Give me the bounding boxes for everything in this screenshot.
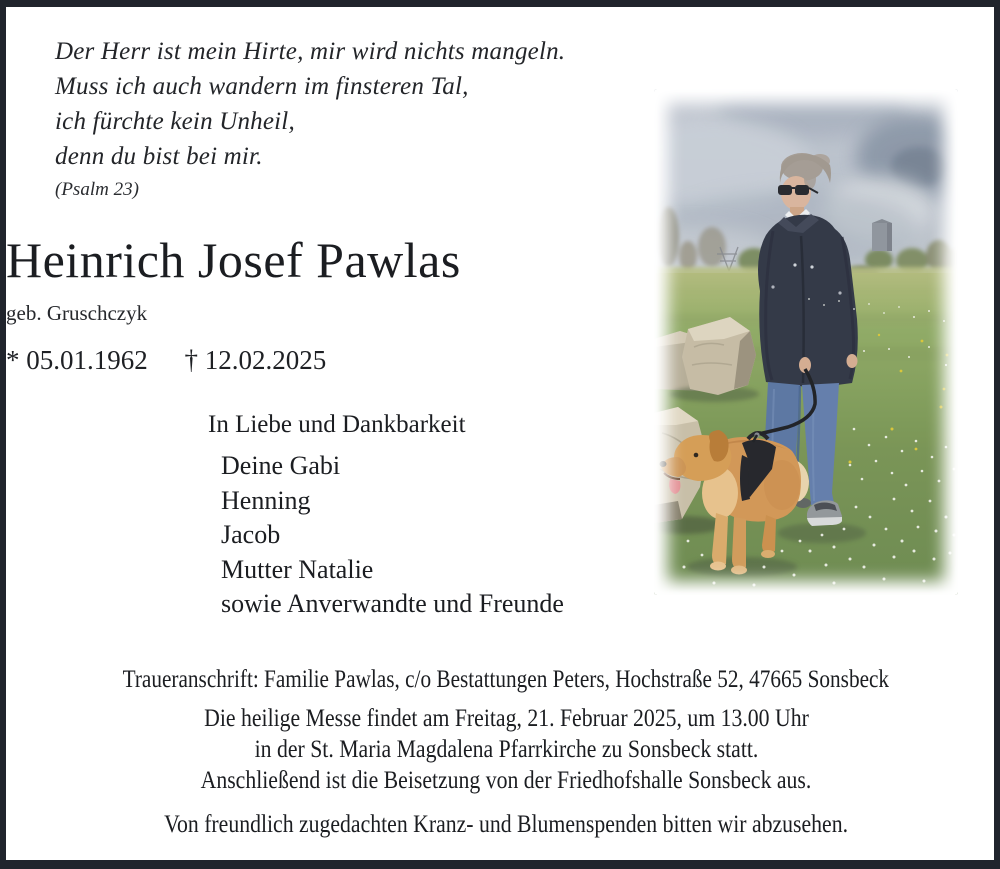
- mourner-name: Deine Gabi: [221, 451, 341, 480]
- memorial-photo: [654, 89, 958, 595]
- address-line: Traueranschrift: Familie Pawlas, c/o Bestattungen Peters, Hochstraße 52, 47665 Sonsbeck: [122, 666, 890, 693]
- mourners-list: [221, 449, 564, 622]
- donation-line: Von freundlich zugedachten Kranz- und Blumenspenden bitten wir abzusehen.: [164, 811, 848, 838]
- maiden-name: geb. Gruschczyk: [6, 301, 148, 325]
- mourner-name: Henning: [221, 485, 311, 515]
- birth-date: * 05.01.1962: [6, 345, 148, 375]
- psalm-quote: [55, 34, 565, 203]
- psalm-line: ich fürchte kein Unheil,: [55, 108, 295, 135]
- service-line: in der St. Maria Magdalena Pfarrkirche zu Sonsbeck statt.: [254, 736, 758, 763]
- life-dates: [6, 344, 656, 376]
- memorial-photo-art: [654, 89, 958, 595]
- psalm-line: denn du bist bei mir.: [55, 143, 263, 170]
- deceased-name: Heinrich Josef Pawlas: [6, 232, 461, 288]
- death-date: † 12.02.2025: [184, 345, 327, 375]
- service-line: Anschließend ist die Beisetzung von der Friedhofshalle Sonsbeck aus.: [200, 767, 812, 794]
- tribute-intro: In Liebe und Dankbarkeit: [208, 411, 466, 438]
- service-line: Die heilige Messe findet am Freitag, 21. Februar 2025, um 13.00 Uhr: [203, 705, 809, 732]
- psalm-line: Der Herr ist mein Hirte, mir wird nichts mangeln.: [55, 38, 566, 65]
- psalm-line: Muss ich auch wandern im finsteren Tal,: [55, 73, 469, 100]
- psalm-source: (Psalm 23): [55, 179, 139, 200]
- mourner-name: Jacob: [221, 520, 281, 550]
- mourner-name: sowie Anverwandte und Freunde: [221, 589, 564, 619]
- mourner-name: Mutter Natalie: [221, 554, 374, 584]
